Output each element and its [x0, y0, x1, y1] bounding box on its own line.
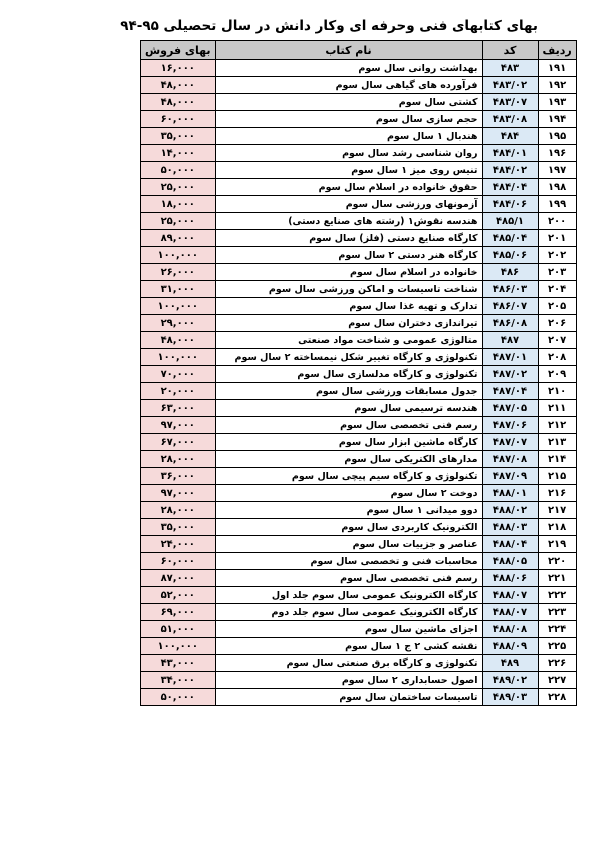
name-cell: حقوق خانواده در اسلام سال سوم: [215, 179, 482, 196]
code-cell: ۴۸۵/۰۴: [482, 230, 538, 247]
radif-cell: ۲۱۰: [538, 383, 576, 400]
price-cell: ۱۶,۰۰۰: [141, 60, 216, 77]
radif-cell: ۲۰۸: [538, 349, 576, 366]
radif-cell: ۲۰۰: [538, 213, 576, 230]
name-cell: تکنولوژی و کارگاه سیم پیچی سال سوم: [215, 468, 482, 485]
table-row: [141, 366, 577, 383]
radif-cell: ۲۰۴: [538, 281, 576, 298]
name-cell: تکنولوژی و کارگاه تغییر شکل نیمساخته ۲ سال سوم: [215, 349, 482, 366]
table-header-row: [141, 41, 577, 60]
radif-cell: ۲۱۳: [538, 434, 576, 451]
table-row: [141, 604, 577, 621]
name-cell: کشتی سال سوم: [215, 94, 482, 111]
price-cell: ۲۵,۰۰۰: [141, 179, 216, 196]
name-cell: دوخت ۲ سال سوم: [215, 485, 482, 502]
code-cell: ۴۸۸/۰۷: [482, 604, 538, 621]
price-cell: ۹۷,۰۰۰: [141, 417, 216, 434]
table-row: [141, 689, 577, 706]
name-cell: نقشه کشی ۲ ج ۱ سال سوم: [215, 638, 482, 655]
table-row: [141, 672, 577, 689]
table-row: [141, 162, 577, 179]
name-cell: آزمونهای ورزشی سال سوم: [215, 196, 482, 213]
table-row: [141, 383, 577, 400]
table-row: [141, 621, 577, 638]
name-cell: رسم فنی تخصصی سال سوم: [215, 570, 482, 587]
code-cell: ۴۸۴/۰۲: [482, 162, 538, 179]
price-cell: ۵۱,۰۰۰: [141, 621, 216, 638]
code-cell: ۴۸۳/۰۸: [482, 111, 538, 128]
code-cell: ۴۸۷/۰۱: [482, 349, 538, 366]
radif-cell: ۲۲۳: [538, 604, 576, 621]
name-cell: مدارهای الکتریکی سال سوم: [215, 451, 482, 468]
price-cell: ۱۰۰,۰۰۰: [141, 298, 216, 315]
name-cell: تاسیسات ساختمان سال سوم: [215, 689, 482, 706]
price-cell: ۶۳,۰۰۰: [141, 400, 216, 417]
radif-cell: ۲۰۲: [538, 247, 576, 264]
radif-cell: ۲۱۷: [538, 502, 576, 519]
radif-cell: ۲۰۶: [538, 315, 576, 332]
table-row: [141, 485, 577, 502]
table-row: [141, 196, 577, 213]
price-cell: ۱۴,۰۰۰: [141, 145, 216, 162]
price-cell: ۳۴,۰۰۰: [141, 672, 216, 689]
radif-cell: ۱۹۲: [538, 77, 576, 94]
name-cell: هندسه ترسیمی سال سوم: [215, 400, 482, 417]
code-cell: ۴۸۹: [482, 655, 538, 672]
radif-cell: ۲۰۷: [538, 332, 576, 349]
table-row: [141, 264, 577, 281]
name-cell: الکترونیک کاربردی سال سوم: [215, 519, 482, 536]
table-row: [141, 247, 577, 264]
price-cell: ۵۰,۰۰۰: [141, 162, 216, 179]
code-cell: ۴۸۸/۰۷: [482, 587, 538, 604]
radif-cell: ۲۱۱: [538, 400, 576, 417]
table-row: [141, 349, 577, 366]
price-cell: ۱۸,۰۰۰: [141, 196, 216, 213]
page-title: بهای کتابهای فنی وحرفه ای وکار دانش در سال تحصیلی ۹۵-۹۴: [120, 18, 538, 34]
radif-cell: ۱۹۹: [538, 196, 576, 213]
radif-cell: ۲۱۴: [538, 451, 576, 468]
name-cell: دوو میدانی ۱ سال سوم: [215, 502, 482, 519]
code-cell: ۴۸۴/۰۶: [482, 196, 538, 213]
radif-cell: ۱۹۴: [538, 111, 576, 128]
price-cell: ۳۵,۰۰۰: [141, 519, 216, 536]
price-cell: ۲۸,۰۰۰: [141, 502, 216, 519]
radif-cell: ۲۲۸: [538, 689, 576, 706]
code-cell: ۴۸۳/۰۲: [482, 77, 538, 94]
table-row: [141, 400, 577, 417]
table-row: [141, 94, 577, 111]
table-row: [141, 60, 577, 77]
radif-cell: ۲۲۷: [538, 672, 576, 689]
table-row: [141, 281, 577, 298]
code-cell: ۴۸۷/۰۹: [482, 468, 538, 485]
table-row: [141, 230, 577, 247]
code-cell: ۴۸۷: [482, 332, 538, 349]
radif-cell: ۱۹۱: [538, 60, 576, 77]
table-row: [141, 570, 577, 587]
price-cell: ۴۸,۰۰۰: [141, 77, 216, 94]
name-cell: روان شناسی رشد سال سوم: [215, 145, 482, 162]
code-cell: ۴۸۸/۰۴: [482, 536, 538, 553]
header-code: کد: [482, 41, 538, 60]
code-cell: ۴۸۸/۰۱: [482, 485, 538, 502]
radif-cell: ۲۲۱: [538, 570, 576, 587]
table-row: [141, 638, 577, 655]
code-cell: ۴۸۶: [482, 264, 538, 281]
price-cell: ۴۸,۰۰۰: [141, 94, 216, 111]
name-cell: تکنولوژی و کارگاه مدلسازی سال سوم: [215, 366, 482, 383]
code-cell: ۴۸۸/۰۵: [482, 553, 538, 570]
price-cell: ۳۵,۰۰۰: [141, 128, 216, 145]
code-cell: ۴۸۵/۰۶: [482, 247, 538, 264]
name-cell: کارگاه الکترونیک عمومی سال سوم جلد اول: [215, 587, 482, 604]
code-cell: ۴۸۷/۰۶: [482, 417, 538, 434]
table-row: [141, 128, 577, 145]
radif-cell: ۲۱۲: [538, 417, 576, 434]
code-cell: ۴۸۸/۰۳: [482, 519, 538, 536]
name-cell: کارگاه ماشین ابزار سال سوم: [215, 434, 482, 451]
price-cell: ۲۴,۰۰۰: [141, 536, 216, 553]
name-cell: عناصر و جزییات سال سوم: [215, 536, 482, 553]
book-price-table: [140, 40, 577, 706]
price-cell: ۴۸,۰۰۰: [141, 332, 216, 349]
price-cell: ۲۶,۰۰۰: [141, 264, 216, 281]
code-cell: ۴۸۸/۰۹: [482, 638, 538, 655]
price-cell: ۷۰,۰۰۰: [141, 366, 216, 383]
radif-cell: ۱۹۷: [538, 162, 576, 179]
code-cell: ۴۸۵/۱: [482, 213, 538, 230]
table-row: [141, 179, 577, 196]
radif-cell: ۲۱۸: [538, 519, 576, 536]
header-price: بهای فروش: [141, 41, 216, 60]
code-cell: ۴۸۷/۰۴: [482, 383, 538, 400]
radif-cell: ۱۹۶: [538, 145, 576, 162]
code-cell: ۴۸۴: [482, 128, 538, 145]
code-cell: ۴۸۸/۰۲: [482, 502, 538, 519]
name-cell: محاسبات فنی و تخصصی سال سوم: [215, 553, 482, 570]
code-cell: ۴۸۹/۰۳: [482, 689, 538, 706]
code-cell: ۴۸۹/۰۲: [482, 672, 538, 689]
name-cell: تدارک و تهیه غذا سال سوم: [215, 298, 482, 315]
price-cell: ۸۹,۰۰۰: [141, 230, 216, 247]
price-cell: ۱۰۰,۰۰۰: [141, 349, 216, 366]
price-cell: ۸۷,۰۰۰: [141, 570, 216, 587]
table-row: [141, 434, 577, 451]
header-name: نام کتاب: [215, 41, 482, 60]
table-row: [141, 145, 577, 162]
code-cell: ۴۸۶/۰۷: [482, 298, 538, 315]
price-cell: ۵۰,۰۰۰: [141, 689, 216, 706]
radif-cell: ۲۰۵: [538, 298, 576, 315]
name-cell: کارگاه هنر دستی ۲ سال سوم: [215, 247, 482, 264]
price-cell: ۴۳,۰۰۰: [141, 655, 216, 672]
table-row: [141, 213, 577, 230]
price-cell: ۹۷,۰۰۰: [141, 485, 216, 502]
table-row: [141, 111, 577, 128]
radif-cell: ۱۹۵: [538, 128, 576, 145]
code-cell: ۴۸۸/۰۸: [482, 621, 538, 638]
name-cell: تکنولوژی و کارگاه برق صنعتی سال سوم: [215, 655, 482, 672]
name-cell: حجم سازی سال سوم: [215, 111, 482, 128]
table-row: [141, 332, 577, 349]
code-cell: ۴۸۶/۰۳: [482, 281, 538, 298]
table-row: [141, 655, 577, 672]
table-row: [141, 587, 577, 604]
code-cell: ۴۸۷/۰۲: [482, 366, 538, 383]
name-cell: بهداشت روانی سال سوم: [215, 60, 482, 77]
name-cell: تیراندازی دختران سال سوم: [215, 315, 482, 332]
table-row: [141, 553, 577, 570]
name-cell: فرآورده های گیاهی سال سوم: [215, 77, 482, 94]
code-cell: ۴۸۷/۰۷: [482, 434, 538, 451]
name-cell: رسم فنی تخصصی سال سوم: [215, 417, 482, 434]
price-cell: ۶۰,۰۰۰: [141, 111, 216, 128]
table-row: [141, 298, 577, 315]
table-row: [141, 315, 577, 332]
table-row: [141, 536, 577, 553]
code-cell: ۴۸۳/۰۷: [482, 94, 538, 111]
table-row: [141, 417, 577, 434]
code-cell: ۴۸۷/۰۸: [482, 451, 538, 468]
radif-cell: ۱۹۳: [538, 94, 576, 111]
radif-cell: ۲۲۶: [538, 655, 576, 672]
radif-cell: ۱۹۸: [538, 179, 576, 196]
price-cell: ۵۲,۰۰۰: [141, 587, 216, 604]
table-body: [141, 60, 577, 706]
table-row: [141, 451, 577, 468]
table-row: [141, 77, 577, 94]
price-cell: ۲۸,۰۰۰: [141, 451, 216, 468]
price-cell: ۳۶,۰۰۰: [141, 468, 216, 485]
name-cell: جدول مسابقات ورزشی سال سوم: [215, 383, 482, 400]
price-cell: ۳۱,۰۰۰: [141, 281, 216, 298]
radif-cell: ۲۲۵: [538, 638, 576, 655]
name-cell: متالوژی عمومی و شناخت مواد صنعتی: [215, 332, 482, 349]
radif-cell: ۲۲۰: [538, 553, 576, 570]
price-cell: ۶۷,۰۰۰: [141, 434, 216, 451]
price-cell: ۶۹,۰۰۰: [141, 604, 216, 621]
radif-cell: ۲۱۹: [538, 536, 576, 553]
name-cell: خانواده در اسلام سال سوم: [215, 264, 482, 281]
price-cell: ۲۹,۰۰۰: [141, 315, 216, 332]
name-cell: هندسه نقوش۱ (رشته های صنایع دستی): [215, 213, 482, 230]
price-cell: ۱۰۰,۰۰۰: [141, 638, 216, 655]
name-cell: تنیس روی میز ۱ سال سوم: [215, 162, 482, 179]
name-cell: کارگاه الکترونیک عمومی سال سوم جلد دوم: [215, 604, 482, 621]
radif-cell: ۲۱۵: [538, 468, 576, 485]
price-cell: ۲۵,۰۰۰: [141, 213, 216, 230]
header-radif: ردیف: [538, 41, 576, 60]
radif-cell: ۲۱۶: [538, 485, 576, 502]
price-cell: ۶۰,۰۰۰: [141, 553, 216, 570]
radif-cell: ۲۲۲: [538, 587, 576, 604]
code-cell: ۴۸۶/۰۸: [482, 315, 538, 332]
name-cell: کارگاه صنایع دستی (فلز) سال سوم: [215, 230, 482, 247]
code-cell: ۴۸۳: [482, 60, 538, 77]
name-cell: اصول حسابداری ۲ سال سوم: [215, 672, 482, 689]
code-cell: ۴۸۸/۰۶: [482, 570, 538, 587]
name-cell: شناخت تاسیسات و اماکن ورزشی سال سوم: [215, 281, 482, 298]
name-cell: هندبال ۱ سال سوم: [215, 128, 482, 145]
table-row: [141, 502, 577, 519]
radif-cell: ۲۲۴: [538, 621, 576, 638]
table-row: [141, 519, 577, 536]
code-cell: ۴۸۷/۰۵: [482, 400, 538, 417]
code-cell: ۴۸۴/۰۴: [482, 179, 538, 196]
code-cell: ۴۸۴/۰۱: [482, 145, 538, 162]
radif-cell: ۲۰۳: [538, 264, 576, 281]
name-cell: اجزای ماشین سال سوم: [215, 621, 482, 638]
price-cell: ۲۰,۰۰۰: [141, 383, 216, 400]
table-row: [141, 468, 577, 485]
price-cell: ۱۰۰,۰۰۰: [141, 247, 216, 264]
radif-cell: ۲۰۹: [538, 366, 576, 383]
radif-cell: ۲۰۱: [538, 230, 576, 247]
